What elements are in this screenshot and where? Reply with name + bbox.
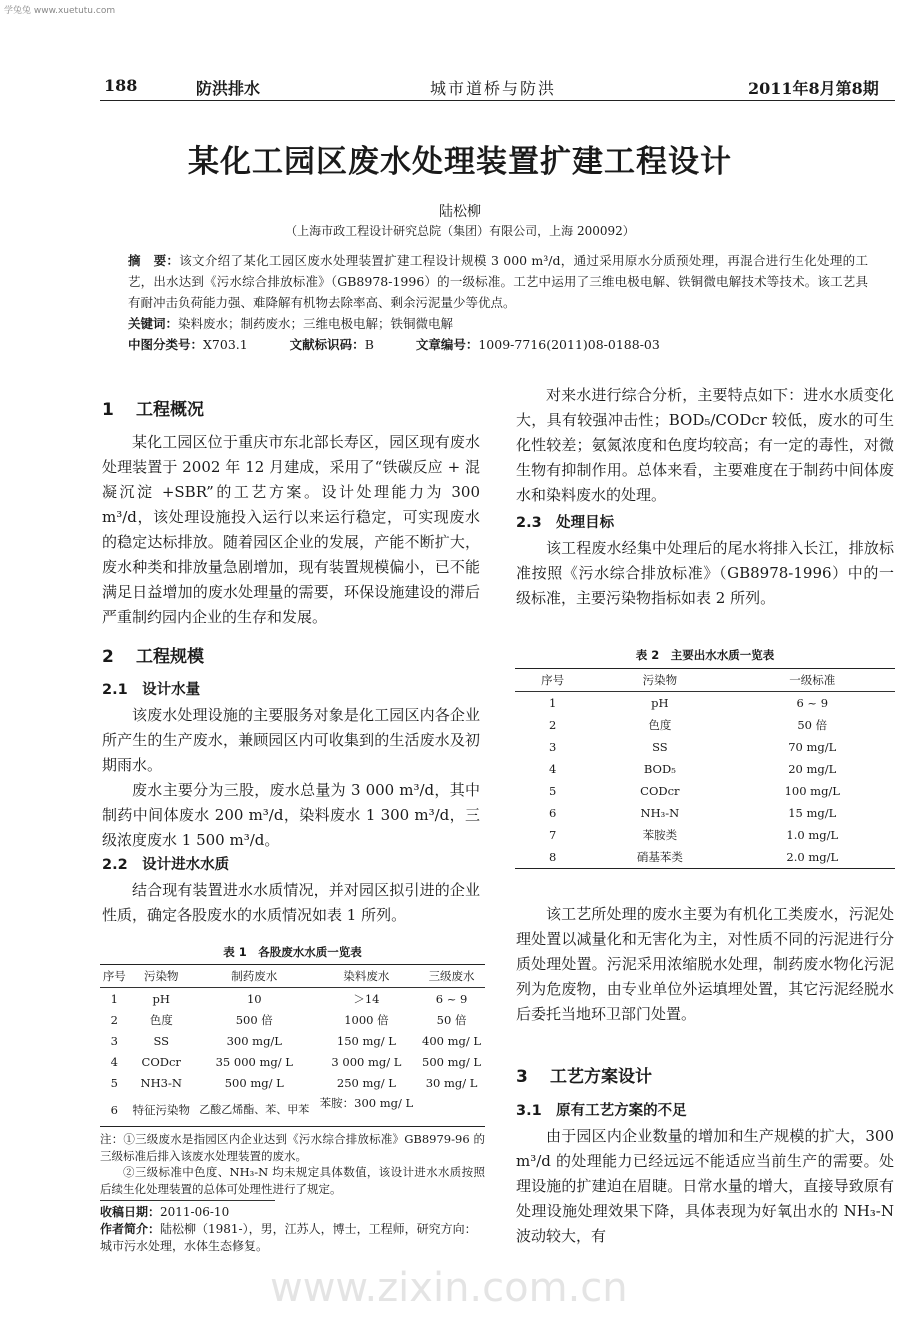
- table-1-cell: 1: [110, 991, 118, 1006]
- table-1-header-cell: 污染物: [129, 965, 194, 988]
- table-2-row: [515, 758, 895, 780]
- article-no-label: 文章编号：: [415, 337, 479, 352]
- table-1-header-cell: 序号: [100, 965, 129, 988]
- footnote: [100, 1204, 485, 1255]
- table-1-row: [100, 1093, 485, 1127]
- table-2-caption: 表 2 主要出水水质一览表: [635, 648, 775, 662]
- table-2-cell: 70 mg/L: [788, 740, 837, 754]
- analysis-paragraph: 对来水进行综合分析，主要特点如下：进水水质变化大，具有较强冲击性；BOD₅/CODcr 较低，废水的可生化性较差；氨氮浓度和色度均较高；有一定的毒性，对微生物有抑制作用。总体来看，主要难度在于制药中间体废水和染料废水的处理。: [516, 386, 894, 504]
- table-1-cell: 400 mg/ L: [422, 1033, 482, 1048]
- table-2-cell: CODcr: [640, 784, 680, 798]
- table-1-cell: 特征污染物: [132, 1102, 190, 1117]
- table-2-cell: 6: [548, 806, 557, 820]
- table-1-header-cell: 三级废水: [418, 965, 485, 988]
- table-1-cell: 2: [110, 1012, 118, 1027]
- table-1-cell: [418, 1093, 485, 1127]
- table-2-header-cell: 一级标准: [730, 669, 895, 692]
- table-2-row: [515, 802, 895, 824]
- table-1-cell: 5: [110, 1075, 118, 1090]
- table-1-cell: pH: [152, 991, 170, 1006]
- table-1-cell: 500 mg/ L: [224, 1075, 284, 1090]
- journal-name: 城市道桥与防洪: [430, 79, 557, 98]
- table-2-cell: 100 mg/L: [784, 784, 840, 798]
- table-notes: [100, 1131, 485, 1197]
- table-1-cell: 250 mg/ L: [336, 1075, 396, 1090]
- bio-label: 作者简介：: [100, 1222, 161, 1236]
- abstract-text: 该文介绍了某化工园区废水处理装置扩建工程设计规模 3 000 m³/d，通过采用原水分质预处理，再混合进行生化处理的工艺，出水达到《污水综合排放标准》（GB8978-1996）的一级标准。工艺中运用了三维电极电解、铁铜微电解技术等技术。该工艺具有耐冲击负荷能力强、难降解有机物去除率高、剩余污泥量少等优点。: [128, 253, 868, 310]
- table-2-cell: SS: [652, 740, 668, 754]
- section-3-1-paragraph: 由于园区内企业数量的增加和生产规模的扩大，300 m³/d 的处理能力已经远远不能适应当前生产的需要。处理设施的扩建迫在眉睫。日常水量的增大，直接导致原有处理设施处理效果下降，具体表现为好氧出水的 NH₃-N 波动较大，有: [516, 1127, 894, 1245]
- table-2: [515, 668, 895, 869]
- table-2-row: [515, 714, 895, 736]
- table-2-row: [515, 736, 895, 758]
- keywords-label: 关键词：: [128, 316, 179, 331]
- table-2-row: [515, 824, 895, 846]
- table-1-header-cell: 染料废水: [315, 965, 418, 988]
- section-3-1-heading: 3.1 原有工艺方案的不足: [516, 1103, 687, 1119]
- table-1-cell: 1000 倍: [344, 1012, 389, 1027]
- table-1: [100, 964, 485, 1127]
- table-2-cell: 5: [548, 784, 557, 798]
- table-1-cell: CODcr: [141, 1054, 181, 1069]
- table-1-cell: 3: [110, 1033, 118, 1048]
- table-2-cell: 2.0 mg/L: [786, 850, 839, 864]
- received-label: 收稿日期：: [100, 1205, 161, 1219]
- table-2-cell: 7: [548, 828, 557, 842]
- table-2-cell: 15 mg/L: [788, 806, 837, 820]
- table-2-header-cell: 序号: [515, 669, 590, 692]
- section-2-3-body: [516, 536, 894, 611]
- table-2-cell: 苯胺类: [642, 828, 678, 842]
- clc-value: X703.1: [203, 337, 248, 352]
- table-1-row: [100, 988, 485, 1010]
- section-2-2-heading: 2.2 设计进水水质: [102, 857, 230, 873]
- table-2-cell: 硝基苯类: [636, 850, 683, 864]
- watermark: www.zixin.com.cn: [270, 1265, 628, 1311]
- section-1-paragraph: 某化工园区位于重庆市东北部长寿区，园区现有废水处理装置于 2002 年 12 月建成，采用了“铁碳反应 + 混凝沉淀 +SBR”的工艺方案。设计处理能力为 300 m³/d，该处理设施投入运行以来运行稳定，可实现废水的稳定达标排放。随着园区企业的发展，产能不断扩大，废水种类和排放量急剧增加，现有装置规模偏小，已不能满足日益增加的废水处理量的需要，环保设施建设的滞后严重制约园内企业的生存和发展。: [102, 433, 480, 626]
- footnote-rule: [100, 1200, 275, 1201]
- section-1-body: [102, 430, 480, 630]
- section-2-heading: 2 工程规模: [102, 647, 204, 667]
- table-1-cell: 色度: [149, 1012, 173, 1027]
- table-1-cell: 6 ~ 9: [435, 991, 468, 1006]
- clc-label: 中图分类号：: [128, 337, 204, 352]
- table-2-cell: 6 ~ 9: [796, 696, 829, 710]
- table-2-cell: 1.0 mg/L: [786, 828, 839, 842]
- section-3-heading: 3 工艺方案设计: [516, 1067, 652, 1087]
- section-2-1-heading: 2.1 设计水量: [102, 682, 201, 698]
- section-2-2-body: [102, 878, 480, 928]
- table-1-row: [100, 1072, 485, 1093]
- table-1-header-cell: 制药废水: [194, 965, 315, 988]
- table-2-cell: BOD₅: [643, 762, 676, 776]
- table-1-cell: 500 mg/ L: [422, 1054, 482, 1069]
- doc-code-label: 文献标识码：: [289, 337, 365, 352]
- table-2-row: [515, 692, 895, 715]
- keywords-text: 染料废水；制药废水；三维电极电解；铁铜微电解: [178, 316, 454, 331]
- affiliation: （上海市政工程设计研究总院（集团）有限公司，上海 200092）: [285, 224, 635, 238]
- table-2-cell: 50 倍: [797, 718, 828, 732]
- issue-info: 2011年8月第8期: [748, 79, 879, 98]
- table-1-cell: 30 mg/ L: [425, 1075, 478, 1090]
- table-1-cell: 300 mg/L: [226, 1033, 282, 1048]
- table-1-cell: 苯胺：300 mg/ L: [319, 1096, 414, 1110]
- note-1: 注：①三级废水是指园区内企业达到《污水综合排放标准》GB8979-96 的三级标准后排入该废水处理装置的废水。: [100, 1132, 485, 1163]
- header-rule: [100, 100, 895, 101]
- table-1-row: [100, 1009, 485, 1030]
- article-title: 某化工园区废水处理装置扩建工程设计: [188, 144, 732, 180]
- table-1-cell: 50 倍: [436, 1012, 467, 1027]
- doc-code-value: B: [364, 337, 374, 352]
- table-1-cell: ＞14: [353, 991, 380, 1006]
- table-2-row: [515, 780, 895, 802]
- table-1-row: [100, 1051, 485, 1072]
- abstract-block: [128, 250, 868, 355]
- author-bio: 陆松柳（1981-），男，江苏人，博士，工程师，研究方向：城市污水处理，水体生态修复。: [100, 1222, 477, 1253]
- table-1-row: [100, 1030, 485, 1051]
- table-2-cell: pH: [651, 696, 669, 710]
- table-2-cell: 8: [548, 850, 557, 864]
- table-2-cell: 色度: [648, 718, 672, 732]
- table-2-cell: NH₃-N: [640, 806, 680, 820]
- section-2-2-paragraph: 结合现有装置进水水质情况，并对园区拟引进的企业性质，确定各股废水的水质情况如表 1 所列。: [102, 881, 480, 924]
- table-1-cell: 6: [110, 1102, 118, 1117]
- table-2-header-row: [515, 669, 895, 692]
- section-3-1-body: [516, 1124, 894, 1249]
- abstract: [128, 250, 868, 313]
- section-2-3-heading: 2.3 处理目标: [516, 515, 615, 531]
- table-1-cell: NH3-N: [140, 1075, 182, 1090]
- article-no-value: 1009-7716(2011)08-0188-03: [478, 337, 660, 352]
- right-column-top: [516, 383, 894, 508]
- table-1-cell: 3 000 mg/ L: [331, 1054, 402, 1069]
- sludge-paragraph: 该工艺所处理的废水主要为有机化工类废水，污泥处理处置以减量化和无害化为主，对性质不同的污泥进行分质处理处置。污泥采用浓缩脱水处理，制药废水物化污泥列为危废物，由专业单位外运填埋处置，其它污泥经脱水后委托当地环卫部门处置。: [516, 905, 894, 1023]
- table-1-cell: 150 mg/ L: [336, 1033, 396, 1048]
- right-column-bottom: [516, 902, 894, 1027]
- table-1-caption: 表 1 各股废水水质一览表: [223, 945, 362, 959]
- page-number: 188: [104, 76, 138, 95]
- table-1-cell: 4: [110, 1054, 118, 1069]
- section-1-heading: 1 工程概况: [102, 400, 204, 420]
- table-2-cell: 3: [548, 740, 557, 754]
- note-2: ②三级标准中色度、NH₃-N 均未规定具体数值，该设计进水水质按照后续生化处理装置的总体可处理性进行了规定。: [100, 1165, 485, 1196]
- table-1-cell: 500 倍: [235, 1012, 273, 1027]
- abstract-label: 摘 要：: [128, 253, 180, 268]
- author: 陆松柳: [439, 204, 481, 220]
- table-1-cell: 10: [246, 991, 262, 1006]
- section-2-1-paragraph-2: 废水主要分为三股，废水总量为 3 000 m³/d，其中制药中间体废水 200 m³/d，染料废水 1 300 m³/d，三级浓度废水 1 500 m³/d。: [102, 781, 480, 849]
- section-label: 防洪排水: [196, 79, 261, 98]
- table-1-header-row: [100, 965, 485, 988]
- table-2-cell: 1: [548, 696, 557, 710]
- table-2-cell: 20 mg/L: [788, 762, 837, 776]
- table-2-row: [515, 846, 895, 869]
- section-2-1-paragraph-1: 该废水处理设施的主要服务对象是化工园区内各企业所产生的生产废水，兼顾园区内可收集到的生活废水及初期雨水。: [102, 706, 480, 774]
- received-date: 2011-06-10: [160, 1205, 230, 1219]
- table-1-cell: 35 000 mg/ L: [215, 1054, 293, 1069]
- section-2-3-paragraph: 该工程废水经集中处理后的尾水将排入长江，排放标准按照《污水综合排放标准》（GB8978-1996）中的一级标准，主要污染物指标如表 2 所列。: [516, 539, 894, 607]
- table-1-cell: 乙酸乙烯酯、苯、甲苯: [199, 1102, 310, 1116]
- section-2-1-body: [102, 703, 480, 853]
- table-2-header-cell: 污染物: [590, 669, 729, 692]
- table-1-cell: SS: [153, 1033, 169, 1048]
- keywords: [128, 313, 868, 334]
- classification: [128, 334, 868, 355]
- table-2-cell: 2: [548, 718, 557, 732]
- site-watermark: 学兔兔 www.xuetutu.com: [4, 6, 116, 16]
- table-2-cell: 4: [548, 762, 557, 776]
